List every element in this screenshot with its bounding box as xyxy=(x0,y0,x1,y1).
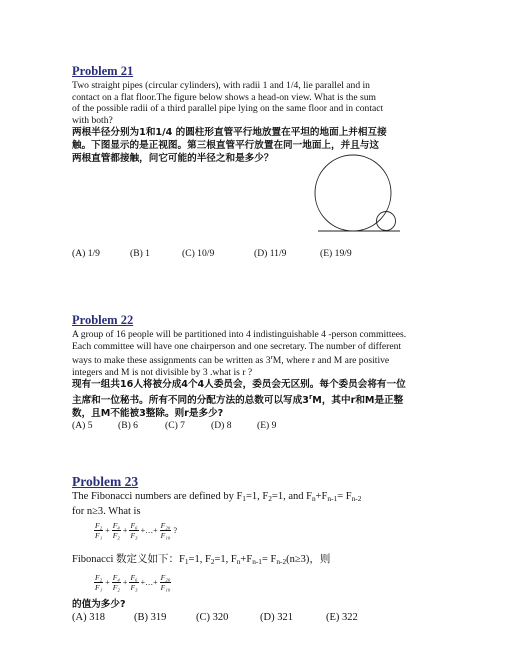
p21-choice-d[interactable]: (D) 11/9 xyxy=(254,248,287,259)
p23-zh-e: = F xyxy=(261,554,277,565)
frac-den: F₃ xyxy=(130,582,138,592)
p23-choice-b[interactable]: (B) 319 xyxy=(134,612,167,623)
p23-choice-c[interactable]: (C) 320 xyxy=(196,612,229,623)
frac-num: F₄ xyxy=(112,520,120,530)
p23-zh-sub-n: n xyxy=(236,557,241,566)
frac-num: F₄ xyxy=(112,572,120,582)
p22-zh-line-2 xyxy=(72,391,472,407)
p23-choice-e[interactable]: (E) 322 xyxy=(326,612,358,623)
frac-num: F₂ xyxy=(95,520,103,530)
p23-zh-def-line xyxy=(72,553,472,568)
p21-en-line-1: Two straight pipes (circular cylinders), with radii 1 and 1/4, lie parallel and in xyxy=(72,80,370,91)
p22-choice-d[interactable]: (D) 8 xyxy=(211,420,232,432)
p23-zh-sub-n2: n-2 xyxy=(276,557,287,566)
frac-num: F₂ xyxy=(95,572,103,582)
p23-def-line-2: for n≥3. What is xyxy=(72,506,141,517)
problem-23 xyxy=(72,474,472,624)
problem-21-title: Problem 21 xyxy=(72,64,134,78)
p23-zh-ask: 的值为多少? xyxy=(72,599,126,610)
frac-den: F₁₀ xyxy=(160,530,171,540)
question-mark: ? xyxy=(173,525,178,535)
p23-def-b: =1, F xyxy=(245,491,269,502)
p23-zh-frac-4 xyxy=(160,573,172,592)
p23-sub-n2: n-2 xyxy=(351,494,362,503)
p21-choice-c[interactable]: (C) 10/9 xyxy=(182,248,215,259)
p23-def-a: The Fibonacci numbers are defined by F xyxy=(72,491,243,502)
p23-frac-3 xyxy=(129,521,138,540)
p21-choice-b[interactable]: (B) 1 xyxy=(130,248,150,259)
small-pipe-circle xyxy=(377,212,396,231)
p23-zh-c: =1, F xyxy=(214,554,237,565)
p21-zh-line-1: 两根半径分别为1和1/4 的圆柱形直管平行地放置在平坦的地面上并相互接 xyxy=(72,127,387,139)
p21-zh-line-2: 触。下图显示的是正视图。第三根直管平行放置在同一地面上，并且与这 xyxy=(72,140,379,152)
p22-zh-line-2-tail: M，其中r和M是正整 xyxy=(312,395,404,407)
problem-22 xyxy=(72,313,472,432)
p21-en-line-4: with both? xyxy=(72,114,113,126)
p22-en-line-2: Each committee will have one chairperson and one secretary. The number of different xyxy=(72,340,402,352)
p23-frac-2 xyxy=(112,521,121,540)
large-pipe-circle xyxy=(315,155,391,231)
p22-en-line-3-tail: M, where r and M are positive xyxy=(272,355,390,367)
p22-en-line-1: A group of 16 people will be partitioned into 4 indistinguishable 4 -person committees. xyxy=(72,329,407,340)
p23-zh-d: +F xyxy=(240,554,253,565)
p23-zh-sub-1: 1 xyxy=(184,557,189,566)
p22-zh-line-2-head: 主席和一位秘书。所有不同的分配方法的总数可以写成3 xyxy=(72,395,309,407)
p22-choice-e[interactable]: (E) 9 xyxy=(257,420,277,432)
p22-en-line-3 xyxy=(72,352,472,367)
frac-den: F₁ xyxy=(95,530,103,540)
p23-def-c: =1, and F xyxy=(271,491,312,502)
p22-en-line-3-head: ways to make these assignments can be written as 3 xyxy=(72,355,271,367)
p23-expression-zh xyxy=(94,570,472,594)
plus-sign: + xyxy=(105,577,110,587)
p21-en-line-3: of the possible radii of a third parallel pipe lying on the same floor and in contact xyxy=(72,103,384,115)
frac-den: F₂ xyxy=(112,582,120,592)
ellipsis-plus: +…+ xyxy=(140,525,158,535)
p23-sub-1: 1 xyxy=(242,494,246,503)
p22-choices xyxy=(72,420,472,432)
p23-expression-en xyxy=(94,518,472,542)
plus-sign: + xyxy=(122,525,128,535)
frac-num: F₆ xyxy=(130,572,138,582)
p23-def-line xyxy=(72,490,472,505)
frac-den: F₃ xyxy=(130,530,138,540)
frac-den: F₁ xyxy=(95,582,103,592)
frac-num: F₆ xyxy=(130,520,138,530)
p21-choice-a[interactable]: (A) 1/9 xyxy=(72,248,100,259)
p21-en-line-2: contact on a flat floor.The figure below shows a head-on view. What is the sum xyxy=(72,91,376,103)
problem-23-title: Problem 23 xyxy=(72,474,139,489)
p23-zh-b: =1, F xyxy=(188,554,211,565)
frac-den: F₂ xyxy=(112,530,120,540)
p22-choice-a[interactable]: (A) 5 xyxy=(72,420,93,432)
ellipsis-plus: +…+ xyxy=(140,577,158,587)
p23-choice-d[interactable]: (D) 321 xyxy=(260,612,293,623)
p22-choice-b[interactable]: (B) 6 xyxy=(118,420,138,432)
problem-21 xyxy=(72,64,472,165)
p22-zh-sup-r: r xyxy=(308,393,313,402)
p23-def-d: +F xyxy=(315,491,328,502)
p23-zh-frac-1 xyxy=(94,573,103,592)
p23-frac-1 xyxy=(94,521,103,540)
p22-sup-r: r xyxy=(270,354,273,362)
p21-choice-e[interactable]: (E) 19/9 xyxy=(320,248,352,259)
p23-def-e: = F xyxy=(337,491,352,502)
frac-den: F₁₀ xyxy=(160,582,171,592)
p23-zh-sub-2: 2 xyxy=(210,557,215,566)
p23-zh-frac-3 xyxy=(129,573,138,592)
p23-zh-sub-n1: n-1 xyxy=(252,557,262,566)
p23-frac-4 xyxy=(160,521,172,540)
p23-sub-n1: n-1 xyxy=(327,494,338,503)
p23-zh-f: (n≥3)，则 xyxy=(286,554,331,565)
p23-sub-n: n xyxy=(311,494,316,503)
p22-choice-c[interactable]: (C) 7 xyxy=(165,420,185,432)
plus-sign: + xyxy=(122,577,128,587)
frac-num: F₂₀ xyxy=(160,520,171,530)
plus-sign: + xyxy=(105,525,110,535)
p22-zh-line-1: 现有一组共16人将被分成4个4人委员会，委员会无区别。每个委员会将有一位 xyxy=(72,379,406,391)
p23-choice-a[interactable]: (A) 318 xyxy=(72,612,105,623)
frac-num: F₂₀ xyxy=(160,572,171,582)
p21-zh-line-3: 两根直管都接触，问它可能的半径之和是多少？ xyxy=(72,153,274,165)
p23-choices xyxy=(72,611,472,624)
p21-choices xyxy=(72,248,352,260)
problem-22-title: Problem 22 xyxy=(72,313,134,327)
p23-zh-frac-2 xyxy=(112,573,121,592)
p23-sub-2: 2 xyxy=(268,494,272,503)
p22-zh-line-3: 数，且M不能被3整除。则r是多少? xyxy=(72,408,224,420)
p22-en-line-4: integers and M is not divisible by 3 .what is r ? xyxy=(72,366,253,378)
p23-zh-a: Fibonacci 数定义如下：F xyxy=(72,554,185,565)
